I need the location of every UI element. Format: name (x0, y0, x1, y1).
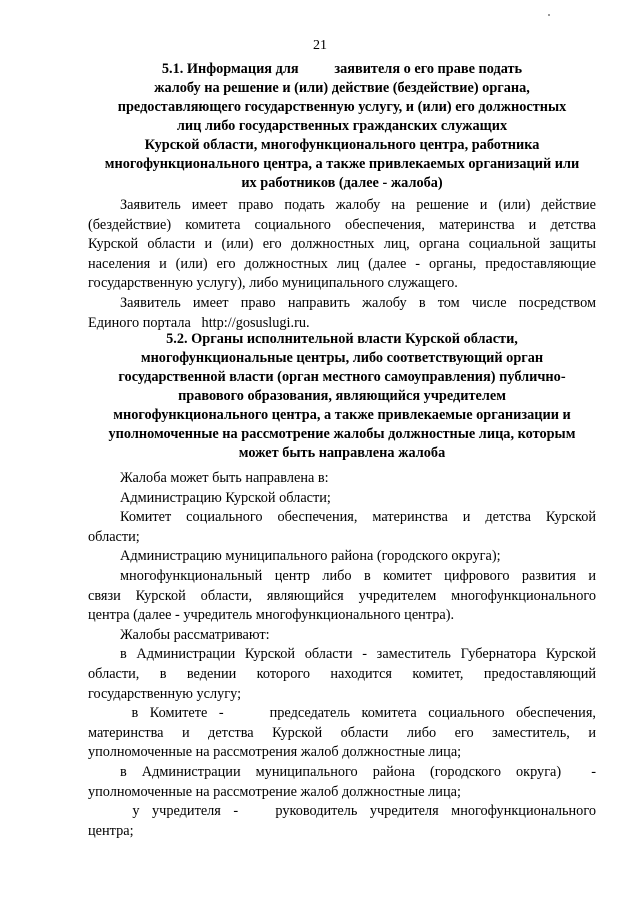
paragraph-line: государственную услугу), либо муниципального служащего. (88, 275, 458, 292)
section-5-1-heading (88, 60, 596, 193)
paragraph (88, 626, 596, 646)
heading-line: Курской области, многофункционального центра, работника (144, 137, 540, 153)
paragraph-line: населения и (или) его должностных лиц (далее - органы, предоставляющие (88, 255, 596, 272)
paragraph-line: в Комитете - председатель комитета социального обеспечения, (120, 705, 596, 722)
paragraph-line: Администрацию Курской области; (120, 489, 331, 506)
paragraph (88, 567, 596, 626)
heading-line: лиц либо государственных гражданских служащих (176, 118, 508, 134)
paragraph (88, 704, 596, 763)
paragraph-line: Комитет социального обеспечения, материнства и детства Курской (120, 509, 596, 526)
paragraph (88, 508, 596, 547)
paragraph (88, 547, 596, 567)
heading-line: уполномоченные на рассмотрение жалобы должностные лица, которым (108, 426, 576, 442)
scan-speck (548, 14, 550, 16)
paragraph-line: Администрацию муниципального района (городского округа); (120, 548, 501, 565)
paragraph-line: в Администрации Курской области - заместитель Губернатора Курской (120, 646, 596, 663)
heading-line: правового образования, являющийся учредителем (178, 388, 506, 404)
paragraph-line: Жалоба может быть направлена в: (120, 470, 329, 486)
paragraph-line: (бездействие) комитета социального обеспечения, материнства и детства (88, 216, 596, 233)
heading-line: их работников (далее - жалоба) (241, 175, 443, 191)
paragraph-line: связи Курской области, являющийся учредителем многофункционального (88, 587, 596, 604)
paragraph-line: в Администрации муниципального района (городского округа) - (120, 763, 596, 780)
paragraph-line: Заявитель имеет право направить жалобу в том числе посредством (120, 294, 596, 311)
paragraph-line: у учредителя - руководитель учредителя многофункционального (120, 803, 596, 820)
paragraph-line: Жалобы рассматривают: (120, 626, 270, 643)
paragraph-line: области; (88, 528, 140, 545)
heading-line: 5.2. Органы исполнительной власти Курской области, (166, 331, 518, 347)
paragraph (88, 763, 596, 802)
paragraph-line: уполномоченные на рассмотрение жалоб должностные лица; (88, 783, 461, 800)
heading-line: государственной власти (орган местного самоуправления) публично- (118, 369, 566, 385)
page-number: 21 (313, 38, 327, 53)
paragraph (88, 196, 596, 294)
paragraph (88, 645, 596, 704)
paragraph (88, 489, 596, 509)
paragraph-line: области, в ведении которого находится комитет, предоставляющий (88, 665, 596, 682)
paragraph-line: Курской области и (или) его должностных лиц, органа социальной защиты (88, 236, 596, 253)
paragraph (88, 469, 596, 489)
paragraph-line: Заявитель имеет право подать жалобу на решение и (или) действие (120, 197, 596, 213)
heading-line: многофункционального центра, а также привлекаемых организаций или (104, 156, 580, 172)
paragraph-line: центра (далее - учредитель многофункционального центра). (88, 607, 455, 624)
heading-line: предоставляющего государственную услугу, и (или) его должностных (117, 99, 567, 115)
paragraph-line: государственную услугу; (88, 685, 242, 702)
paragraph-line: многофункциональный центр либо в комитет цифрового развития и (120, 567, 596, 584)
heading-line: 5.1. Информация для заявителя о его праве подать (161, 61, 523, 77)
paragraph-line: материнства и детства Курской области либо его заместитель, и (88, 724, 596, 741)
paragraph-line: центра; (88, 822, 134, 839)
paragraph (88, 802, 596, 841)
heading-line: может быть направлена жалоба (238, 445, 446, 461)
section-5-1-body (88, 196, 596, 333)
section-5-2-body (88, 469, 596, 841)
paragraph-line: уполномоченные на рассмотрения жалоб должностные лица; (88, 744, 462, 761)
paragraph-line: Единого портала http://gosuslugi.ru. (88, 314, 310, 331)
section-5-2-heading (88, 330, 596, 463)
heading-line: многофункционального центра, а также привлекаемые организации и (113, 407, 571, 423)
heading-line: жалобу на решение и (или) действие (бездействие) органа, (154, 80, 530, 96)
heading-line: многофункциональные центры, либо соответствующий орган (140, 350, 544, 366)
paragraph (88, 294, 596, 333)
